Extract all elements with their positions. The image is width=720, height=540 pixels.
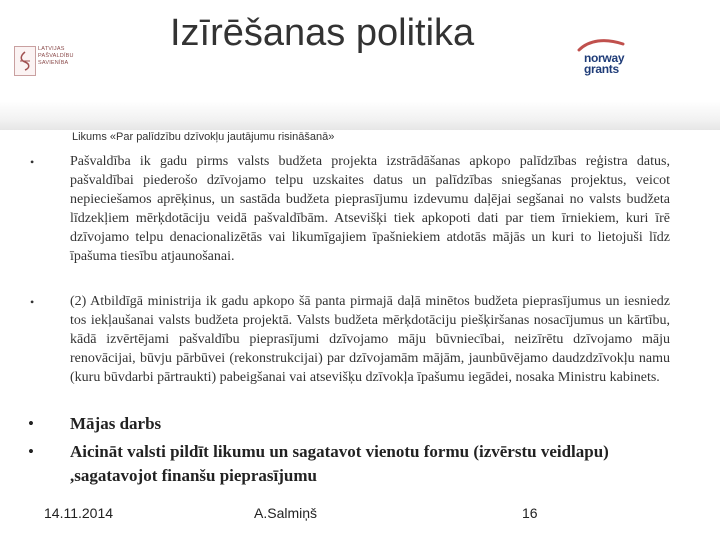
lpps-emblem-icon (14, 46, 36, 76)
grants-word: grants (584, 62, 619, 76)
lpps-logo-text: LATVIJAS PAŠVALDĪBU SAVIENĪBA (38, 46, 74, 66)
page-number: 16 (522, 505, 538, 521)
law-subtitle: Likums «Par palīdzību dzīvokļu jautājumu risināšanā» (72, 131, 335, 143)
bullet-marker: • (30, 155, 35, 169)
slide-title: Izīrēšanas politika (170, 12, 475, 54)
norway-grants-text (584, 53, 624, 75)
bullet-marker: • (28, 414, 34, 433)
norway-grants-logo (575, 38, 635, 78)
footer-date: 14.11.2014 (44, 505, 114, 521)
paragraph-1: Pašvaldība ik gadu pirms valsts budžeta projekta izstrādāšanas apkopo palīdzības reģistra datus, pašvaldībai piederošo dzīvojamo telpu uzskaites datus un palīdzības sniegšanas projektus, veicot nepieciešamos aprēķinus, un sastāda budžeta pieprasījumu izdevumu daļējai segšanai no valsts budžeta līdzekļiem mērķdotāciju veidā pašvaldībām. Atsevišķi tiek apkopoti dati par tiem īrniekiem, kuri īrē dzīvojamo telpu denacionalizētās vai likumīgajiem īpašniekiem atdotās mājās un kuri to lietojuši līdz īpašuma tiesību atjaunošanai. (70, 154, 670, 264)
call-to-action-item: Aicināt valsti pildīt likumu un sagatavot vienotu formu (izvērstu veidlapu) ,sagatavojot finanšu pieprasījumu (70, 442, 609, 485)
footer-author: A.Salmiņš (254, 505, 318, 521)
lpps-logo (14, 46, 74, 78)
bullet-marker: • (28, 442, 34, 461)
norway-word: norway (584, 51, 625, 65)
bullet-marker: • (30, 295, 35, 309)
paragraph-2: (2) Atbildīgā ministrija ik gadu apkopo šā panta pirmajā daļā minētos budžeta pieprasījumus un iesniedz tos iekļaušanai valsts budžeta projektā. Valsts budžeta mērķdotāciju piešķiršanas nosacījumus un kārtību, kādā izvērtējami pašvaldību pieprasījumi dzīvojamo māju būvniecībai, neizīrētu dzīvojamo māju renovācijai, būvju pārbūvei (rekonstrukcijai) par dzīvojamām mājām, jaunbūvējamo daudzdzīvokļu namu (kuru būvdarbi pārtraukti) pabeigšanai vai atsevišķu dzīvokļa īpašumu iegādei, nosaka Ministru kabinets. (70, 294, 670, 385)
homework-item: Mājas darbs (70, 414, 162, 433)
